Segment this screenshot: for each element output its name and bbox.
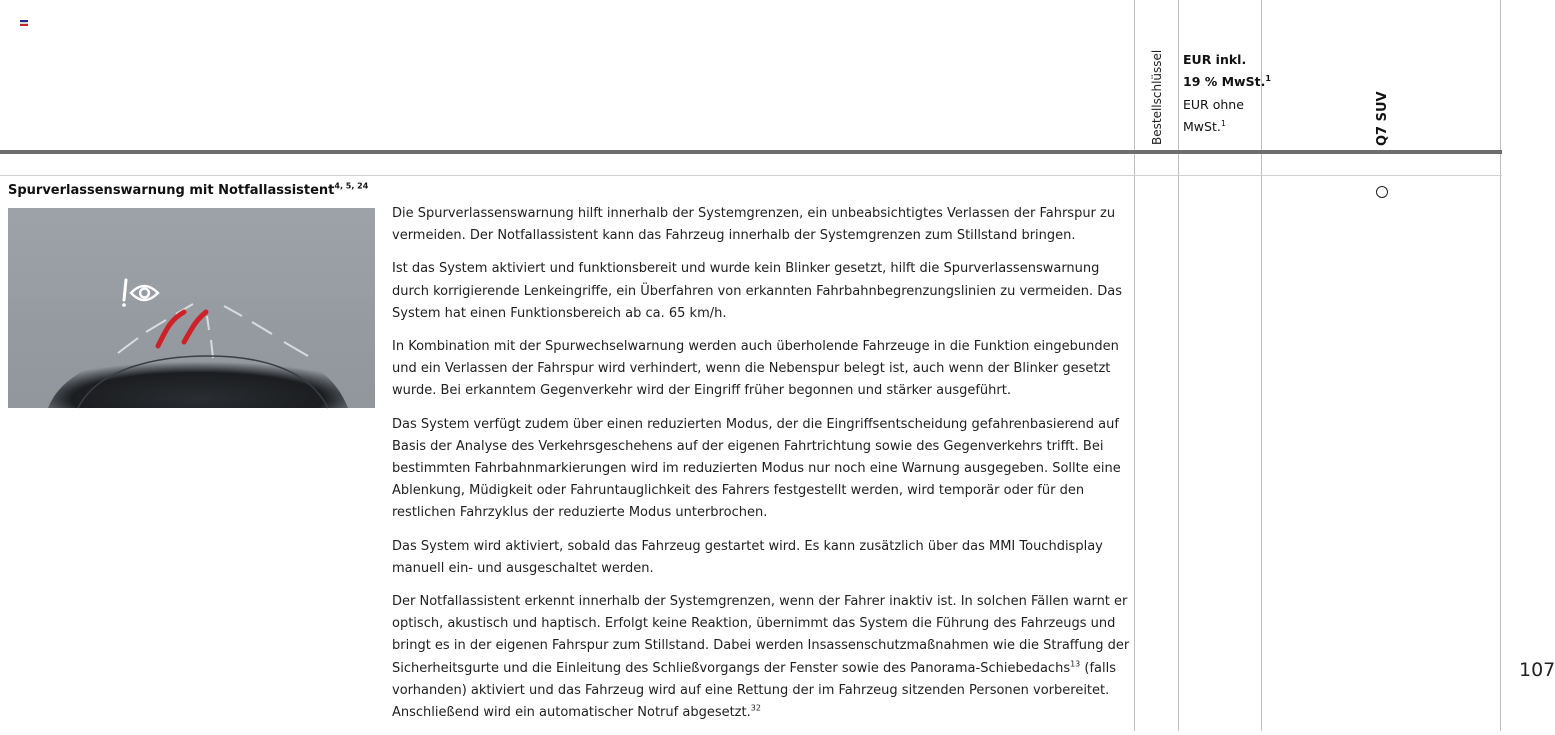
header-rule: [0, 150, 1502, 154]
header-price: [1183, 49, 1271, 138]
feature-description: [392, 203, 1132, 735]
description-paragraph: In Kombination mit der Spurwechselwarnung werden auch überholende Fahrzeuge in die Funktion eingebunden und ein Verlassen der Fahrspur wird verhindert, wenn die Nebenspur belegt ist, auch wenn der Blinker gesetzt wurde. Bei erkanntem Gegenverkehr wird der Eingriff früher begonnen und stärker ausgeführt.: [392, 339, 1119, 399]
description-paragraph: Die Spurverlassenswarnung hilft innerhalb der Systemgrenzen, ein unbeabsichtigtes Verlassen der Fahrspur zu vermeiden. Der Notfallassistent kann das Fahrzeug innerhalb der Systemgrenzen zum Stillstand bringen.: [392, 206, 1116, 244]
description-paragraph: Ist das System aktiviert und funktionsbereit und wurde kein Blinker gesetzt, hilft die Spurverlassenswarnung durch korrigierende Lenkeingriffe, ein Überfahren von erkannten Fahrbahnbegrenzungslinien zu vermeiden. Das System hat einen Funktionsbereich ab ca. 65 km/h.: [392, 261, 1123, 321]
price-excl-vat: MwSt.$^1$: [1183, 118, 1226, 134]
header-model: Q7 SUV: [1375, 91, 1390, 146]
row-divider: [0, 175, 1502, 176]
page-number: 107: [1519, 659, 1555, 681]
price-excl-label: EUR ohne: [1183, 96, 1244, 112]
description-paragraph: Das System verfügt zudem über einen reduzierten Modus, der die Eingriffsentscheidung gefahrenbasierend auf Basis der Analyse des Verkehrsgeschehens auf der eigenen Fahrtrichtung sowie des Gegenverkehrs trifft. Bei bestimmten Fahrbahnmarkierungen wird im reduzierten Modus nur noch eine Warnung ausgegeben. Sollte eine Ablenkung, Müdigkeit oder Fahruntauglichkeit des Fahrers festgestellt werden, wird temporär oder für den restlichen Fahrzyklus der reduzierte Modus unterbrochen.: [392, 416, 1121, 521]
price-incl-label: EUR inkl.: [1183, 52, 1247, 67]
description-paragraph: Das System wird aktiviert, sobald das Fahrzeug gestartet wird. Es kann zusätzlich über das MMI Touchdisplay manuell ein- und ausgeschaltet werden.: [392, 538, 1103, 576]
section-title: Spurverlassenswarnung mit Notfallassistent$^{4, 5, 24}$: [8, 181, 369, 198]
description-paragraph: Der Notfallassistent erkennt innerhalb der Systemgrenzen, wenn der Fahrer inaktiv ist. In solchen Fällen warnt er optisch, akustisch und haptisch. Erfolgt keine Reaktion, übernimmt das System die Führung des Fahrzeugs und bringt es in der eigenen Fahrspur zum Stillstand. Dabei werden Insassenschutzmaßnahmen wie die Straffung der Sicherheitsgurte und die Einleitung des Schließvorgangs der Fenster sowie des Panorama-Schiebedachs$^{13}$ (falls vorhanden) aktiviert und das Fahrzeug wird auf eine Rettung der im Fahrzeug sitzenden Personen vorbereitet. Anschließend wird ein automatischer Notruf abgesetzt.$^{32}$: [392, 594, 1130, 721]
column-divider: [1178, 0, 1179, 731]
optional-circle-icon: [1376, 186, 1388, 198]
header-bestellschluessel: Bestellschlüssel: [1150, 49, 1164, 145]
column-divider: [1500, 0, 1501, 731]
feature-image: [8, 208, 375, 408]
column-divider: [1134, 0, 1135, 731]
language-flag-icon: [20, 20, 28, 26]
price-incl-vat: 19 % MwSt.$^1$: [1183, 74, 1271, 90]
